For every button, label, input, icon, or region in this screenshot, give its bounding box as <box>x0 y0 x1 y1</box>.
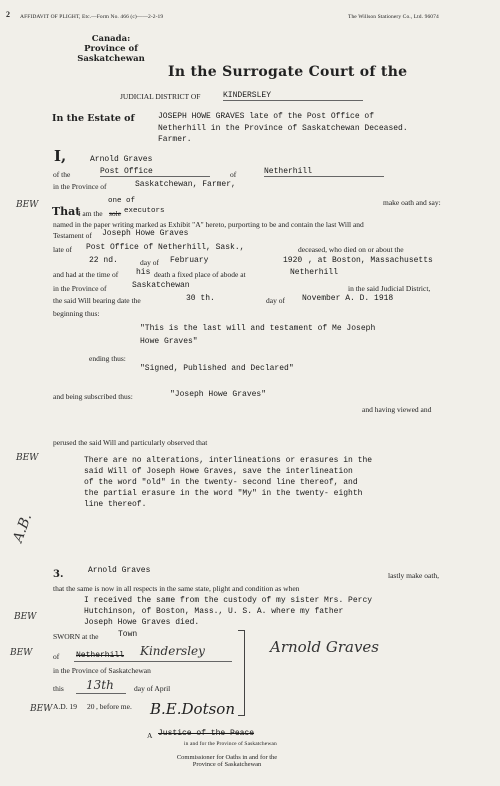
will-day-of: day of <box>266 296 285 305</box>
subscribed-label: and being subscribed thus: <box>53 392 133 401</box>
beginning-quote-1: "This is the last will and testament of Me Joseph <box>140 324 376 333</box>
jurat-this: this <box>53 684 64 693</box>
netherhill-struck: Netherhill <box>76 651 125 660</box>
district-label: JUDICIAL DISTRICT OF <box>120 92 201 101</box>
jurat-before: , before me. <box>96 702 132 711</box>
observation-5: line thereof. <box>84 500 147 509</box>
that-label: That <box>52 205 81 218</box>
jurat-a: A <box>147 731 153 740</box>
stamp-line-2: Province of Saskatchewan <box>77 44 145 64</box>
observation-1: There are no alterations, interlineations or erasures in the <box>84 456 373 465</box>
commissioner-signature: B.E.Dotson <box>150 700 235 718</box>
deponent-place: Post Office <box>100 167 210 177</box>
observation-4: the partial erasure in the word "My" in the twenty- eighth <box>84 489 363 498</box>
commissioner-title <box>147 754 307 768</box>
margin-initials-1: BEW <box>16 200 39 210</box>
of-label: of <box>230 170 237 179</box>
abode-text-2: death a fixed place of abode at <box>154 270 246 279</box>
deponent-signature: Arnold Graves <box>270 638 380 656</box>
margin-initials-ab: A.B. <box>10 511 36 545</box>
will-day: 30 th. <box>186 294 215 303</box>
one-of-insert: one of <box>108 197 136 205</box>
testament-prefix: Testament of <box>53 231 92 240</box>
district-name: KINDERSLEY <box>223 91 363 101</box>
testator-name: Joseph Howe Graves <box>102 229 189 238</box>
late-of-label: late of <box>53 245 72 254</box>
executors: executors <box>124 207 165 215</box>
custody-3: Joseph Howe Graves died. <box>84 618 200 627</box>
death-month: February <box>170 256 209 265</box>
justice-struck: Justice of the Peace <box>158 729 255 738</box>
commissioner-line-1: Commissioner for Oaths in and for the <box>176 754 278 761</box>
jurat-of: of <box>53 652 60 661</box>
estate-label: In the Estate of <box>52 113 135 124</box>
abode-text: and had at the time of <box>53 270 119 279</box>
abode-place: Netherhill <box>290 268 339 277</box>
page-mark: 2 <box>6 10 10 19</box>
jurat-bracket <box>238 630 245 716</box>
jurat-ad-year: 20 <box>87 702 95 711</box>
place-underline <box>74 661 232 662</box>
para-3-number: 3. <box>53 569 64 580</box>
same-state-text: that the same is now in all respects in the same state, plight and condition as when <box>53 584 300 593</box>
of-the-label: of the <box>53 170 71 179</box>
his: his <box>136 268 151 277</box>
margin-initials-4: BEW <box>10 648 33 658</box>
publisher: The Willson Stationery Co., Ltd. 96074 <box>348 14 439 20</box>
prov-prefix: in the Province of <box>53 284 107 293</box>
sworn-at: SWORN at the <box>53 632 99 641</box>
ending-label: ending thus: <box>89 354 126 363</box>
death-year: 1920 <box>283 256 303 265</box>
sole-struck: sole <box>109 209 122 218</box>
deponent-name: Arnold Graves <box>90 155 153 164</box>
death-place: , at Boston, Massachusetts <box>308 256 433 265</box>
sworn-town: Town <box>118 630 138 639</box>
will-month: November A. D. 1918 <box>302 294 394 303</box>
i-am-the: I am the <box>78 209 103 218</box>
custody-1: I received the same from the custody of my sister Mrs. Percy <box>84 596 373 605</box>
beginning-quote-2: Howe Graves" <box>140 337 198 346</box>
prov-value: Saskatchewan <box>132 281 190 290</box>
province-prefix: in the Province of <box>53 182 107 191</box>
para-3-name: Arnold Graves <box>88 566 151 575</box>
late-of-value: Post Office of Netherhill, Sask., <box>86 243 245 252</box>
deceased-text: deceased, who died on or about the <box>298 245 404 254</box>
exhibit-line: named in the paper writing marked as Exhibit "A" hereto, purporting to be and contain the last Will and <box>53 220 364 229</box>
stamp-line-1: Canada: <box>91 34 131 44</box>
i-label: I, <box>54 147 67 165</box>
judicial-text: in the said Judicial District, <box>348 284 431 293</box>
observation-2: said Will of Joseph Howe Graves, save the interlineation <box>84 467 353 476</box>
kindersley-handwritten: Kindersley <box>140 644 205 658</box>
day-underline <box>76 693 126 694</box>
viewed-text: and having viewed and <box>362 405 432 414</box>
death-day: 22 nd. <box>89 256 118 265</box>
observation-3: of the word "old" in the twenty- second line thereof, and <box>84 478 358 487</box>
jurat-day-of: day of April <box>134 684 171 693</box>
perused-text: perused the said Will and particularly observed that <box>53 438 208 447</box>
margin-initials-5: BEW <box>30 704 53 714</box>
commissioner-line-2: Province of Saskatchewan <box>192 761 262 768</box>
jurat-day-handwritten: 13th <box>86 678 114 692</box>
make-oath: make oath and say: <box>383 198 441 207</box>
subscribed-quote: "Joseph Howe Graves" <box>170 390 267 399</box>
court-title: In the Surrogate Court of the <box>168 64 408 80</box>
province-stamp <box>54 34 168 64</box>
custody-2: Hutchinson, of Boston, Mass., U. S. A. where my father <box>84 607 344 616</box>
district-value <box>223 91 363 101</box>
ending-quote: "Signed, Published and Declared" <box>140 364 294 373</box>
margin-initials-2: BEW <box>16 453 39 463</box>
form-reference: AFFIDAVIT OF PLIGHT, Etc.—Form No. 466 (c)——2-2-19 <box>20 14 164 20</box>
margin-initials-3: BEW <box>14 612 37 622</box>
deponent-town: Netherhill <box>264 167 384 177</box>
jurat-ad: A.D. 19 <box>53 702 77 711</box>
estate-line-1: JOSEPH HOWE GRAVES late of the Post Office of <box>158 112 375 121</box>
deponent-province: Saskatchewan, Farmer, <box>135 180 236 189</box>
jop-subtitle: in and for the Province of Saskatchewan <box>184 741 277 747</box>
beginning-label: beginning thus: <box>53 309 100 318</box>
will-date-prefix: the said Will bearing date the <box>53 296 141 305</box>
estate-line-3: Farmer. <box>158 135 192 144</box>
lastly-text: lastly make oath, <box>388 571 440 580</box>
day-of-label: day of <box>140 258 159 267</box>
estate-line-2: Netherhill in the Province of Saskatchewan Deceased. <box>158 124 408 133</box>
jurat-province: in the Province of Saskatchewan <box>53 666 151 675</box>
